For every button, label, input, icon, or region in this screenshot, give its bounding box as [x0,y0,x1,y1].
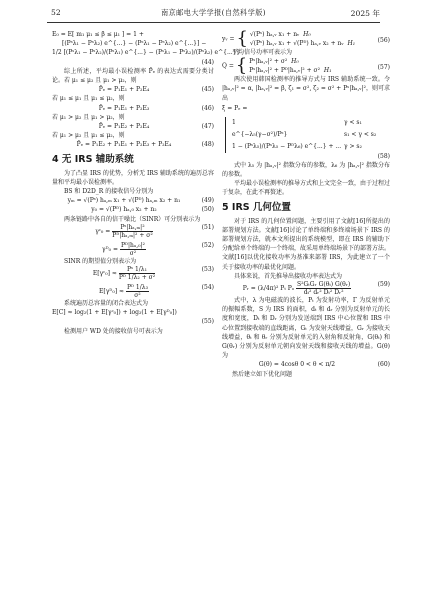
paragraph: 对于 IRS 的几何位置问题，主要引用了文献[16]所提出的部署规划方法。文献[16]讨论了单终端和多终端场景下 IRS 的部署规划方法，就本文所提出的系统模型，即在 IRS 的辅助下分配给单个终端的一个终端，故采用单终端场景下的部署方法。文献[16]以优化接收功率为基准来部署 IRS，为此建立了一个关于接收功率的最优化问题。 [222,217,391,271]
equation-48: P̄ₑ = P₁E₂ + P₁E₁ + P₂E₃ + P₂E₄ (48) [76,141,214,149]
equation-60: G(θ) = 4cosθ 0 < θ < π/2 (60) [258,361,390,369]
equation-59: Pᵣ = (λ/4π)² Pₜ Pₒ $\frac{\text{S²GₜGᵣ G(θₜ) G(θᵣ)}}{\text{dₜ² dᵣ² Dₜ² Dᵣ²}}$ (59) [242,281,390,297]
paragraph: 若 μ₁ > μ₂ 且 μ₁ > μ₂，则 [52,113,125,121]
paragraph: 综上所述，平均最小误检测率 P̄ₑ 的表达式需要分类讨论。若 μ₁ ≤ μ₂ 且 μ₁ > μ₂，则 [52,67,214,85]
page-number: 52 [51,8,61,17]
paragraph: 平均信号功率可表示为 [232,49,293,56]
paragraph: 式中 λ₅ 为 |hₐ,ᵥ|² 指数分布的参数，λ₆ 为 |hₐ,ᵥ|² 指数分布的参数。 [222,161,390,179]
header-rule [47,22,380,23]
equation-58: ξ = Pₑ = 1 γ < s₁ e^{−λ₅(γ−σ²)/Pˢ} s₁ < γ < s₂ 1 − (Pˢλ₅)/(Pˢλ₅ − Pᴰλ₆) e^{...} + ... γ > s₂ (58) [222,103,390,153]
equation-46: P̄ₑ = P₁E₁ + P₂E₃ (46) [98,104,214,112]
equation-number: (48) [201,141,214,149]
equation-49: yₘ = √(Pˢ) hₐ,ₘ x₁ + √(Pᴰ) hₐ,ₘ x₂ + n₁ (49) [67,197,214,205]
equation-number: (44) [201,58,214,66]
equation-number: (49) [201,197,214,205]
equation-number: (59) [377,281,390,289]
equation-number: (60) [377,361,390,369]
paragraph: 具体来说，首先推导出接收功率表达式为 [234,272,343,280]
paragraph: 为了凸显 IRS 的优势，分析无 IRS 辅助系统的遍历总容量和平均最小误检测率。 [52,169,214,186]
equation-52: γᴰ₀ = $\frac{\text{Pᴰ|hₐ,₀|²}}{\text{σ²}}$ (52) [102,241,214,257]
equation-number: (54) [201,284,214,292]
equation-number: (58) [377,152,390,160]
equation-44: 1/2 [(Pˢλ₁ − Pˢλ₂)/(Pˢλ₁) e^{...} − (Pˢλ₁ − Pˢλ₂)/(Pˢλ₂) e^{...}] [52,49,239,57]
journal-year: 2025 年 [350,9,380,18]
paragraph: 检测用户 WD 处的接收信号可表示为 [64,327,163,335]
paragraph: 两条链路中各自的信干噪比（SINR）可分别表示为 [64,215,201,223]
equation-45: P̄ₑ = P₁E₁ + P₂E₄ (45) [98,86,214,94]
equation-56: yᵥ = { √(Pˢ) hₐ,ᵥ x₁ + nᵥ H₀ √(Pˢ) hₐ,ᵥ x₁ + √(Pᴰ) hₐ,ᵥ x₂ + nᵥ H₁ (56) [222,28,390,49]
equation-54: E[γᴰ₀] ≈ $\frac{\text{Pᴰ 1/λ₃}}{\text{σ²}}$ (54) [99,284,214,300]
equation-number: (53) [201,266,214,274]
equation-43-line1: E₀ = E[ m₁ μ₁ ≤ β ≤ μ₁ ] = 1 + [52,31,144,38]
equation-55-number-row [52,317,214,326]
equation-50: y₀ = √(Pᴰ) hₐ,₀ x₂ + n₂ (50) [91,206,214,214]
paragraph: 平均最小误检测率的推导方式和上文完全一致，由于过程过于复杂，在此不再赘述。 [222,180,391,197]
equation-number: (57) [377,64,390,72]
equation-number: (55) [201,318,214,326]
equation-number: (51) [201,223,214,231]
equation-44-number-row [52,58,214,67]
right-column [222,30,390,379]
equation-51: γᶜ₀ = $\frac{\text{Pˢ|hₐ,ₘ|²}}{\text{Pᴰ|hₐ,ₘ|² + σ²}}$ (51) [95,223,214,239]
paragraph: 式中，λ 为电磁波的波长，Pₜ 为发射功率，Γ 为反射单元的振幅系数，S 为 IRS 的面积，dₜ 和 dᵣ 分别为反射单元的长度和宽度，Dₜ 和 Dᵣ 分别为发送端到 IRS 中心位置和 IRS 中心位置到接收端的直线距离，Gₜ 为发射天线增益，Gᵣ 为接收天线增益，θₜ 和 θᵣ 分别为反射单元的入射角和反射角，G(θₜ) 和 G(θᵣ) 分别为反射单元朝向发射天线和接收天线的增益。G(θ) 为 [222,297,390,360]
paragraph: 若 μ₁ ≤ μ₁ 且 μ₁ ≤ μ₂，则 [52,95,125,103]
equation-number: (50) [201,206,214,214]
page-header [0,0,427,28]
equation-number: (46) [201,104,214,112]
equation-57: Q = { Pˢ|hₐ,ᵥ|² + σ² H₀ Pˢ|hₐ,ᵥ|² + Pᴰ|hₐ,ᵥ|² + σ² H₁ (57) [222,55,390,77]
section-heading-5: 5 IRS 几何位置 [222,201,291,213]
paragraph: 然后建立如下优化问题 [232,370,293,378]
paragraph: 两次使用韩国检测率的推导方式与 IRS 辅助系统一致。令 |hₐ,ᵥ|² = α, |hₐ,ᵥ|² = β, ζ₁ = σ², ζ₂ = σ² + Pˢ|hₐ,ᵥ|²，则可求出 [222,76,390,102]
equation-55: E[C] ≈ log₂(1 + E[γᶜ₀]) + log₂(1 + E[γᴰ₀]) [52,309,177,317]
equation-number: (45) [201,86,214,94]
section-heading-4: 4 无 IRS 辅助系统 [52,153,134,165]
left-column [52,30,239,336]
paragraph: BS 和 D2D_R 的接收信号分别为 [64,188,154,196]
paragraph: 若 μ₁ > μ₂ 且 μ₁ ≤ μ₂，则 [52,132,125,140]
equation-number: (47) [201,123,214,131]
equation-43-line2: [(Pˢλ₁ − Pˢλ₂) e^{...} − (Pˢλ₁ − Pˢλ₂) e^{...}] − [62,40,207,48]
paragraph: 系统遍历总容量的闭合表达式为 [64,300,149,308]
equation-number: (52) [201,241,214,249]
journal-title: 南京邮电大学学报(自然科学版) [160,8,267,17]
equation-number: (56) [377,37,390,44]
equation-53: E[γᶜ₀] ≈ $\frac{\text{Pˢ 1/λ₁}}{\text{Pᴰ 1/λ₂ + σ²}}$ (53) [92,266,214,282]
paragraph: SINR 的期望值分别表示为 [64,257,137,265]
equation-47: P̄ₑ = P₁E₂ + P₂E₄ (47) [98,123,214,131]
